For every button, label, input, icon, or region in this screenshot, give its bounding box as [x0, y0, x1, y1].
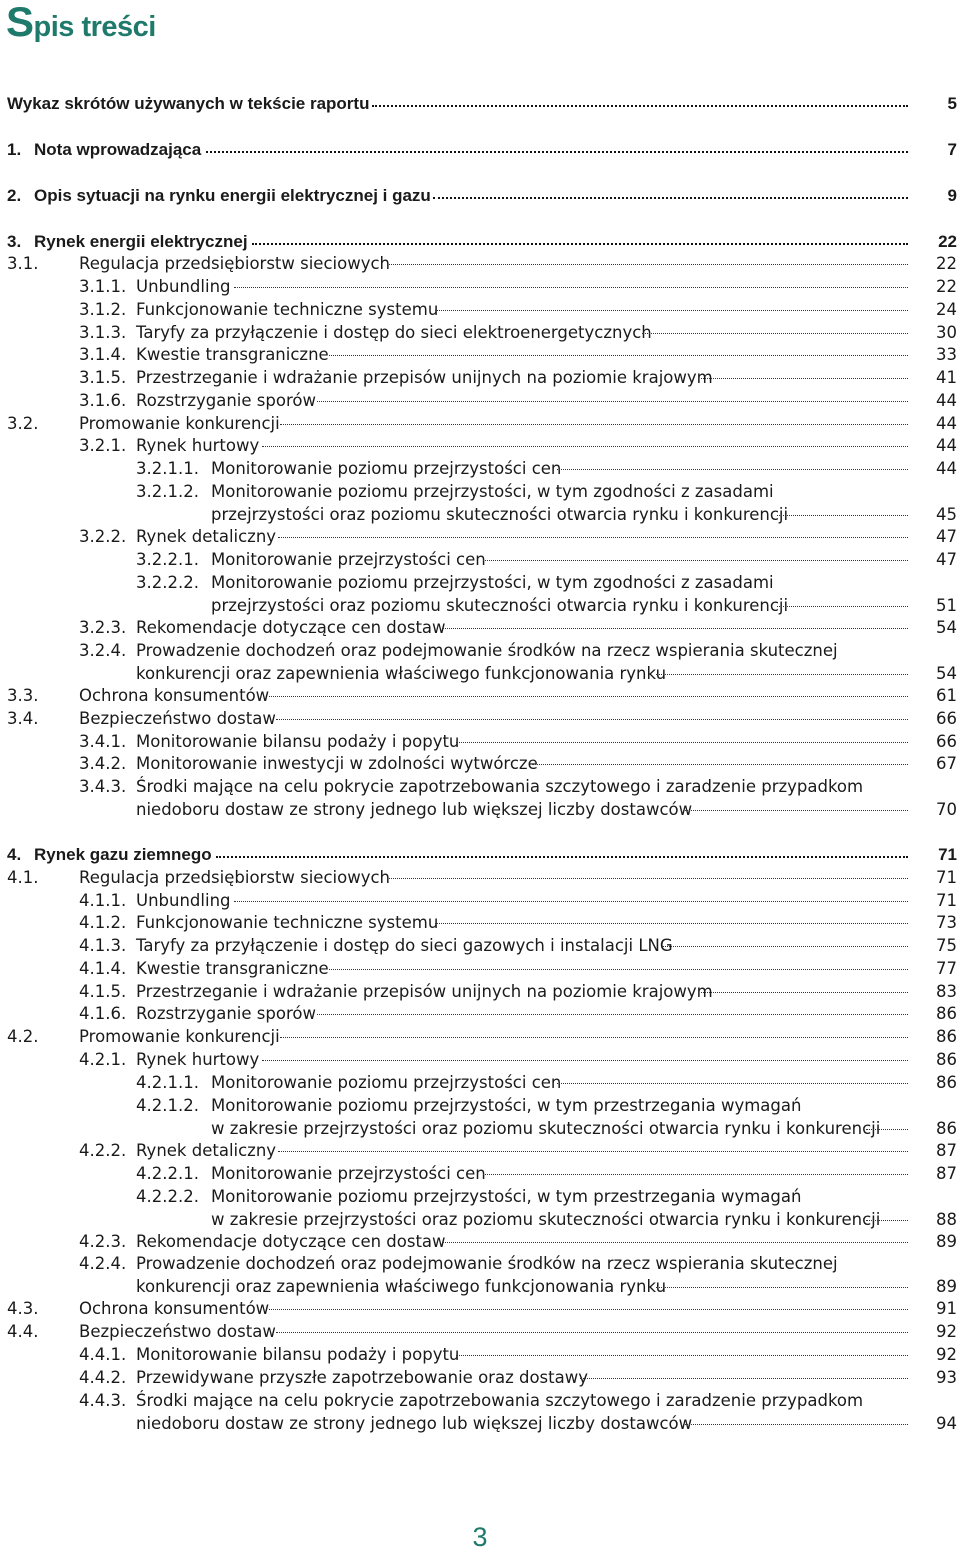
toc-page-number: 51	[936, 596, 957, 615]
dot-leader	[234, 895, 908, 902]
dot-leader	[278, 1145, 908, 1152]
dot-leader	[777, 600, 908, 607]
dot-leader	[276, 1326, 908, 1333]
toc-entry-number: 4.2.2.	[79, 1141, 127, 1160]
toc-entry-number: 4.4.3.	[79, 1391, 127, 1410]
toc-entry-number: 4.1.5.	[79, 982, 127, 1001]
dot-leader	[435, 917, 908, 924]
toc-entry-number: 3.	[7, 232, 22, 251]
toc-page-number: 67	[936, 754, 957, 773]
toc-page-number: 47	[936, 550, 957, 569]
toc-page-number: 54	[936, 618, 957, 637]
toc-entry-title-continued: w zakresie przejrzystości oraz poziomu skuteczności otwarcia rynku i konkurencji	[211, 1210, 881, 1229]
toc-entry-number: 3.1.6.	[79, 391, 127, 410]
dot-leader	[206, 145, 908, 153]
toc-entry-title-continued: niedoboru dostaw ze strony jednego lub większej liczby dostawców	[136, 1414, 693, 1433]
toc-entry-number: 4.2.4.	[79, 1254, 127, 1273]
toc-entry-number: 3.4.	[7, 709, 39, 728]
toc-entry-number: 3.1.	[7, 254, 39, 273]
dot-leader	[280, 1031, 908, 1038]
toc-entry-number: 4.1.2.	[79, 913, 127, 932]
toc-page-number: 75	[936, 936, 957, 955]
toc-page-number: 44	[936, 436, 957, 455]
toc-page-number: 5	[947, 94, 957, 113]
toc-entry-number: 3.1.2.	[79, 300, 127, 319]
toc-entry-title: Środki mające na celu pokrycie zapotrzebowania szczytowego i zaradzenie przypadkom	[136, 777, 864, 796]
dot-leader	[269, 690, 908, 697]
dot-leader	[269, 1303, 908, 1310]
toc-entry-title: Rynek gazu ziemnego	[34, 845, 212, 864]
toc-entry-title: Unbundling	[136, 277, 231, 296]
toc-entry-number: 3.2.4.	[79, 641, 127, 660]
toc-entry-number: 4.1.1.	[79, 891, 127, 910]
dot-leader	[329, 963, 908, 970]
toc-entry-title: Regulacja przedsiębiorstw sieciowych	[79, 868, 391, 887]
toc-entry-number: 4.2.1.2.	[136, 1096, 199, 1115]
toc-page-number: 87	[936, 1141, 957, 1160]
dot-leader	[483, 554, 908, 561]
dot-leader	[278, 531, 908, 538]
toc-entry-title-continued: przejrzystości oraz poziomu skuteczności otwarcia rynku i konkurencji	[211, 505, 789, 524]
toc-page-number: 22	[936, 277, 957, 296]
toc-entry-number: 3.4.2.	[79, 754, 127, 773]
toc-entry-title-continued: w zakresie przejrzystości oraz poziomu skuteczności otwarcia rynku i konkurencji	[211, 1119, 881, 1138]
toc-entry-number: 3.2.2.2.	[136, 573, 199, 592]
toc-page-number: 47	[936, 527, 957, 546]
toc-entry-number: 4.3.	[7, 1299, 39, 1318]
toc-entry-number: 4.2.	[7, 1027, 39, 1046]
toc-entry-title: Ochrona konsumentów	[79, 686, 270, 705]
toc-entry-title: Kwestie transgraniczne	[136, 345, 329, 364]
dot-leader	[262, 440, 908, 447]
toc-page-number: 9	[947, 186, 957, 205]
toc-entry-number: 3.4.1.	[79, 732, 127, 751]
toc-entry-number: 4.	[7, 845, 22, 864]
toc-entry-number: 4.2.1.	[79, 1050, 127, 1069]
dot-leader	[557, 463, 908, 470]
toc-entry-title: Przestrzeganie i wdrażanie przepisów unijnych na poziomie krajowym	[136, 982, 713, 1001]
toc-entry-title: Rekomendacje dotyczące cen dostaw	[136, 1232, 446, 1251]
dot-leader	[701, 372, 908, 379]
toc-entry-title: Rynek hurtowy	[136, 436, 260, 455]
toc-entry-title: Rozstrzyganie sporów	[136, 391, 316, 410]
dot-leader	[387, 258, 908, 265]
toc-page-number: 71	[936, 891, 957, 910]
dot-leader	[280, 418, 908, 425]
toc-entry-title: Rynek energii elektrycznej	[34, 232, 248, 251]
toc-entry-title: Monitorowanie bilansu podaży i popytu	[136, 1345, 460, 1364]
toc-entry-title: Taryfy za przyłączenie i dostęp do sieci elektroenergetycznych	[136, 323, 652, 342]
dot-leader	[234, 281, 908, 288]
toc-page-number: 66	[936, 732, 957, 751]
dot-leader	[456, 1349, 908, 1356]
dot-leader	[262, 1054, 908, 1061]
toc-entry-number: 4.2.2.2.	[136, 1187, 199, 1206]
dot-leader	[866, 1123, 908, 1130]
dot-leader	[372, 99, 908, 107]
toc-entry-title: Wykaz skrótów używanych w tekście raportu	[7, 94, 370, 113]
dot-leader	[442, 622, 908, 629]
toc-entry-title-continued: przejrzystości oraz poziomu skuteczności otwarcia rynku i konkurencji	[211, 596, 789, 615]
dot-leader	[387, 872, 908, 879]
toc-page-number: 54	[936, 664, 957, 683]
toc-entry-title: Unbundling	[136, 891, 231, 910]
toc-entry-title: Środki mające na celu pokrycie zapotrzebowania szczytowego i zaradzenie przypadkom	[136, 1391, 864, 1410]
dot-leader	[456, 736, 908, 743]
toc-page-number: 86	[936, 1073, 957, 1092]
dot-leader	[483, 1168, 908, 1175]
toc-entry-number: 3.2.2.	[79, 527, 127, 546]
toc-entry-number: 4.2.1.1.	[136, 1073, 199, 1092]
toc-page-number: 89	[936, 1232, 957, 1251]
toc-entry-number: 4.4.	[7, 1322, 39, 1341]
dot-leader	[580, 1372, 908, 1379]
toc-entry-title: Prowadzenie dochodzeń oraz podejmowanie środków na rzecz wspierania skutecznej	[136, 641, 838, 660]
toc-entry-title: Kwestie transgraniczne	[136, 959, 329, 978]
toc-entry-number: 3.1.1.	[79, 277, 127, 296]
dot-leader	[681, 804, 908, 811]
toc-page-number: 44	[936, 459, 957, 478]
toc-page-number: 93	[936, 1368, 957, 1387]
dot-leader	[442, 1236, 908, 1243]
toc-entry-number: 4.1.4.	[79, 959, 127, 978]
toc-page-number: 66	[936, 709, 957, 728]
toc-entry-title: Funkcjonowanie techniczne systemu	[136, 300, 439, 319]
toc-page-number: 86	[936, 1027, 957, 1046]
dot-leader	[681, 1418, 908, 1425]
dot-leader	[252, 237, 908, 245]
dot-leader	[662, 940, 908, 947]
toc-page-number: 7	[947, 140, 957, 159]
toc-entry-title: Promowanie konkurencji	[79, 1027, 280, 1046]
toc-page-number: 44	[936, 414, 957, 433]
toc-page-number: 71	[938, 845, 957, 864]
toc-page-number: 87	[936, 1164, 957, 1183]
toc-entry-title: Prowadzenie dochodzeń oraz podejmowanie środków na rzecz wspierania skutecznej	[136, 1254, 838, 1273]
dot-leader	[532, 758, 908, 765]
toc-entry-number: 4.1.	[7, 868, 39, 887]
toc-entry-title: Przewidywane przyszłe zapotrzebowanie oraz dostawy	[136, 1368, 588, 1387]
toc-entry-title: Rozstrzyganie sporów	[136, 1004, 316, 1023]
toc-entry-number: 3.1.5.	[79, 368, 127, 387]
toc-entry-title: Opis sytuacji na rynku energii elektrycznej i gazu	[34, 186, 431, 205]
toc-entry-number: 3.2.1.	[79, 436, 127, 455]
toc-page-number: 94	[936, 1414, 957, 1433]
toc-entry-title: Nota wprowadzająca	[34, 140, 202, 159]
toc-page-number: 33	[936, 345, 957, 364]
toc-page-number: 73	[936, 913, 957, 932]
dot-leader	[777, 509, 908, 516]
dot-leader	[557, 1077, 908, 1084]
dot-leader	[317, 1008, 909, 1015]
toc-entry-title: Promowanie konkurencji	[79, 414, 280, 433]
toc-entry-number: 3.1.3.	[79, 323, 127, 342]
toc-entry-title: Taryfy za przyłączenie i dostęp do sieci gazowych i instalacji LNG	[136, 936, 673, 955]
dot-leader	[329, 349, 908, 356]
toc-page-number: 91	[936, 1299, 957, 1318]
toc-entry-title: Bezpieczeństwo dostaw	[79, 709, 276, 728]
toc-entry-number: 1.	[7, 140, 22, 159]
toc-entry-number: 2.	[7, 186, 22, 205]
toc-entry-title: Monitorowanie poziomu przejrzystości cen	[211, 459, 562, 478]
toc-entry-title: Monitorowanie poziomu przejrzystości, w tym zgodności z zasadami	[211, 573, 774, 592]
toc-entry-title: Bezpieczeństwo dostaw	[79, 1322, 276, 1341]
title-first-letter: S	[6, 0, 34, 45]
page-number: 3	[472, 1522, 488, 1552]
dot-leader	[435, 304, 908, 311]
dot-leader	[276, 713, 908, 720]
toc-page-number: 44	[936, 391, 957, 410]
toc-entry-title: Monitorowanie przejrzystości cen	[211, 1164, 486, 1183]
toc-entry-number: 4.4.2.	[79, 1368, 127, 1387]
toc-entry-title: Regulacja przedsiębiorstw sieciowych	[79, 254, 391, 273]
dot-leader	[656, 668, 908, 675]
toc-entry-title: Monitorowanie poziomu przejrzystości cen	[211, 1073, 562, 1092]
toc-entry-title: Monitorowanie poziomu przejrzystości, w tym przestrzegania wymagań	[211, 1096, 802, 1115]
toc-entry-title: Rynek detaliczny	[136, 1141, 277, 1160]
toc-entry-title-continued: konkurencji oraz zapewnienia właściwego funkcjonowania rynku	[136, 664, 667, 683]
dot-leader	[642, 327, 908, 334]
toc-page-number: 71	[936, 868, 957, 887]
toc-entry-title: Monitorowanie przejrzystości cen	[211, 550, 486, 569]
toc-page-number: 77	[936, 959, 957, 978]
toc-entry-title: Monitorowanie inwestycji w zdolności wytwórcze	[136, 754, 538, 773]
toc-entry-number: 4.1.3.	[79, 936, 127, 955]
toc-entry-number: 3.4.3.	[79, 777, 127, 796]
dot-leader	[433, 191, 908, 199]
toc-page-number: 86	[936, 1119, 957, 1138]
toc-entry-number: 4.2.3.	[79, 1232, 127, 1251]
toc-page-number: 92	[936, 1345, 957, 1364]
toc-entry-number: 3.2.3.	[79, 618, 127, 637]
toc-entry-number: 3.2.	[7, 414, 39, 433]
toc-page-number: 70	[936, 800, 957, 819]
toc-page-number: 30	[936, 323, 957, 342]
toc-page-number: 88	[936, 1210, 957, 1229]
toc-entry-title: Monitorowanie poziomu przejrzystości, w tym zgodności z zasadami	[211, 482, 774, 501]
toc-entry-title-continued: konkurencji oraz zapewnienia właściwego funkcjonowania rynku	[136, 1277, 667, 1296]
dot-leader	[866, 1214, 908, 1221]
toc-page-number: 89	[936, 1277, 957, 1296]
toc-entry-title: Ochrona konsumentów	[79, 1299, 270, 1318]
toc-entry-number: 4.1.6.	[79, 1004, 127, 1023]
toc-entry-number: 3.2.2.1.	[136, 550, 199, 569]
toc-entry-title: Rekomendacje dotyczące cen dostaw	[136, 618, 446, 637]
toc-page-number: 24	[936, 300, 957, 319]
toc-entry-title: Przestrzeganie i wdrażanie przepisów unijnych na poziomie krajowym	[136, 368, 713, 387]
toc-page-number: 22	[938, 232, 957, 251]
toc-entry-title: Funkcjonowanie techniczne systemu	[136, 913, 439, 932]
toc-entry-title: Rynek hurtowy	[136, 1050, 260, 1069]
toc-page-number: 22	[936, 254, 957, 273]
toc-entry-title-continued: niedoboru dostaw ze strony jednego lub większej liczby dostawców	[136, 800, 693, 819]
toc-entry-number: 3.2.1.2.	[136, 482, 199, 501]
toc-page-number: 92	[936, 1322, 957, 1341]
toc-page-number: 41	[936, 368, 957, 387]
toc-entry-number: 4.2.2.1.	[136, 1164, 199, 1183]
dot-leader	[216, 850, 908, 858]
dot-leader	[701, 986, 908, 993]
toc-page-number: 61	[936, 686, 957, 705]
toc-entry-title: Monitorowanie bilansu podaży i popytu	[136, 732, 460, 751]
toc-page-number: 86	[936, 1004, 957, 1023]
toc-entry-number: 3.1.4.	[79, 345, 127, 364]
toc-page-number: 86	[936, 1050, 957, 1069]
dot-leader	[317, 395, 909, 402]
toc-entry-title: Rynek detaliczny	[136, 527, 277, 546]
toc-page-number: 45	[936, 505, 957, 524]
toc-entry-number: 3.2.1.1.	[136, 459, 199, 478]
toc-entry-number: 3.3.	[7, 686, 39, 705]
toc-entry-number: 4.4.1.	[79, 1345, 127, 1364]
toc-entry-title: Monitorowanie poziomu przejrzystości, w tym przestrzegania wymagań	[211, 1187, 802, 1206]
toc-page-number: 83	[936, 982, 957, 1001]
title-rest: pis treści	[33, 11, 156, 43]
dot-leader	[656, 1281, 908, 1288]
